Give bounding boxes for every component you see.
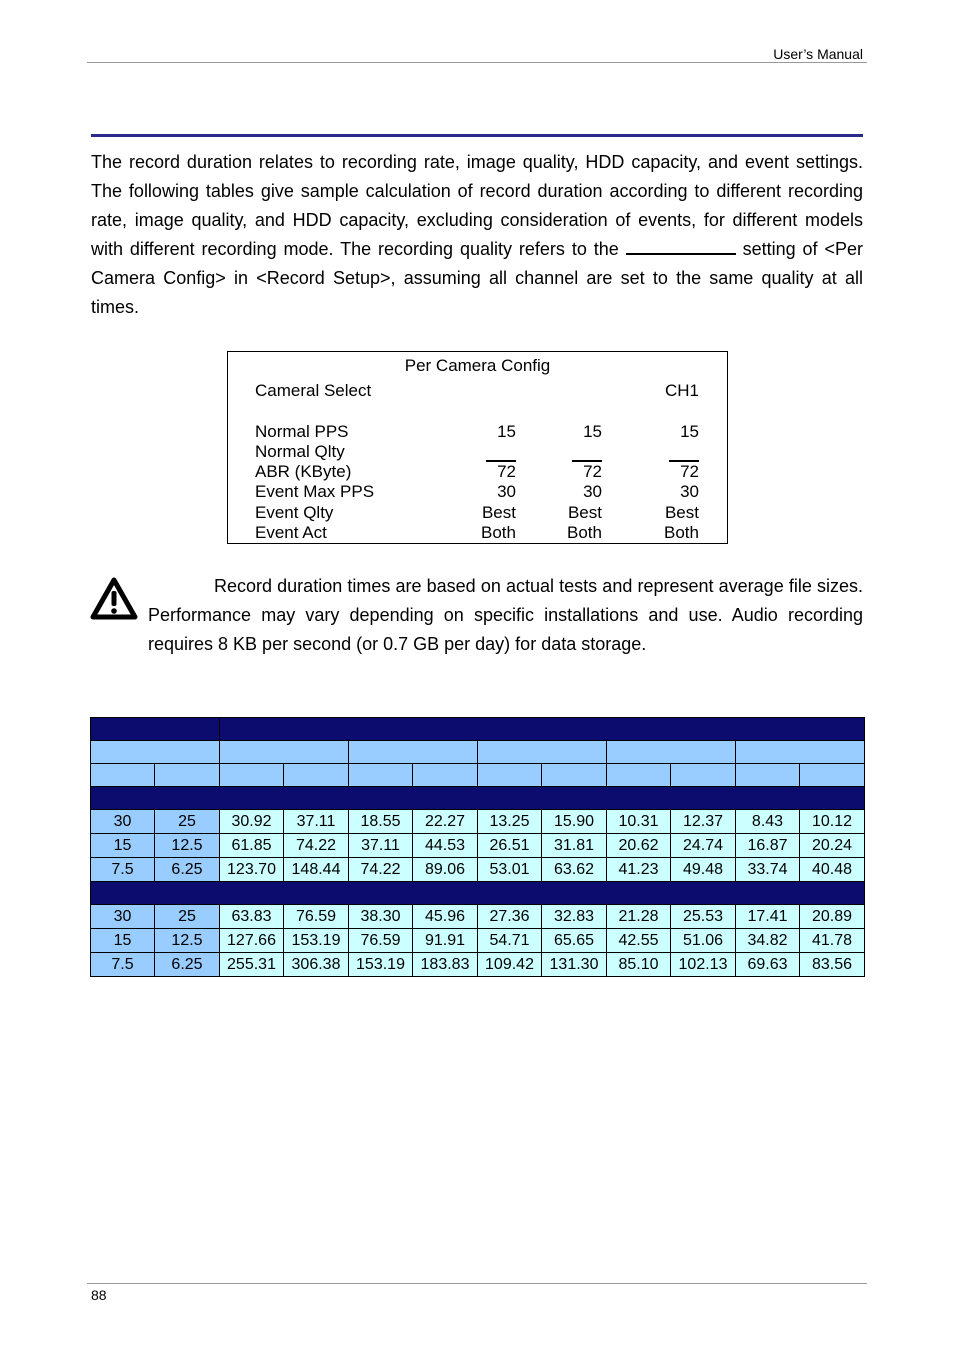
- row-value: Both: [567, 523, 602, 542]
- header-cell: [478, 764, 542, 787]
- table-cell: 10.31: [607, 810, 671, 834]
- row-value: 15: [497, 422, 516, 441]
- row-label: Event Max PPS: [255, 482, 375, 501]
- table-cell: 63.83: [220, 905, 284, 929]
- table-cell: 38.30: [349, 905, 413, 929]
- page-number: 88: [91, 1287, 107, 1303]
- header-cell: [91, 764, 155, 787]
- table-cell: 24.74: [671, 834, 736, 858]
- table-cell: 51.06: [671, 929, 736, 953]
- title-cell: [220, 718, 865, 741]
- table-cell: 25.53: [671, 905, 736, 929]
- table-cell: 37.11: [349, 834, 413, 858]
- table-cell: 20.24: [800, 834, 865, 858]
- row-value: Best: [567, 503, 602, 522]
- row-value: Best: [664, 503, 699, 522]
- table-cell: 49.48: [671, 858, 736, 882]
- intro-paragraph: [91, 148, 863, 322]
- table-cell: 27.36: [478, 905, 542, 929]
- table-cell: 12.5: [155, 834, 220, 858]
- group-cell: [91, 882, 865, 905]
- intro-text-after: setting of <Per Camera Config> in <Record Setup>, assuming all channel are set to the same quality at all times.: [91, 239, 863, 317]
- table-cell: 74.22: [349, 858, 413, 882]
- header-cell: [542, 764, 607, 787]
- table-cell: 89.06: [413, 858, 478, 882]
- table-cell: 30: [91, 905, 155, 929]
- table-cell: 183.83: [413, 953, 478, 977]
- row-value: 30: [583, 482, 602, 501]
- table-cell: 33.74: [736, 858, 800, 882]
- row-label: Event Qlty: [255, 503, 334, 522]
- table-cell: 37.11: [284, 810, 349, 834]
- header-cell: [478, 741, 607, 764]
- per-camera-config-panel: [227, 351, 728, 544]
- row-label: Event Act: [255, 523, 327, 542]
- table-cell: 32.83: [542, 905, 607, 929]
- header-cell: [671, 764, 736, 787]
- table-cell: 153.19: [349, 953, 413, 977]
- table-cell: 127.66: [220, 929, 284, 953]
- table-cell: 61.85: [220, 834, 284, 858]
- table-cell: 148.44: [284, 858, 349, 882]
- table-row: [91, 834, 865, 858]
- header-cell: [413, 764, 478, 787]
- table-cell: 30: [91, 810, 155, 834]
- table-cell: 15.90: [542, 810, 607, 834]
- table-cell: 15: [91, 929, 155, 953]
- table-cell: 91.91: [413, 929, 478, 953]
- table-cell: 34.82: [736, 929, 800, 953]
- row-label: Normal Qlty: [255, 442, 345, 461]
- footer-divider: [87, 1283, 867, 1284]
- title-cell: [91, 718, 220, 741]
- table-cell: 18.55: [349, 810, 413, 834]
- header-cell: [349, 764, 413, 787]
- table-cell: 255.31: [220, 953, 284, 977]
- header-cell: [736, 741, 865, 764]
- row-value: Both: [664, 523, 699, 542]
- table-cell: 76.59: [284, 905, 349, 929]
- camera-select-value: CH1: [664, 381, 699, 400]
- table-cell: 30.92: [220, 810, 284, 834]
- table-cell: 76.59: [349, 929, 413, 953]
- header-cell: [91, 741, 220, 764]
- row-value: 72: [680, 462, 699, 481]
- record-duration-table: [90, 717, 865, 977]
- header-divider: [87, 62, 867, 63]
- header-cell: [736, 764, 800, 787]
- table-cell: 109.42: [478, 953, 542, 977]
- table-cell: 26.51: [478, 834, 542, 858]
- table-cell: 12.5: [155, 929, 220, 953]
- intro-text-before: The record duration relates to recording rate, image quality, HDD capacity, and event settings. The following tables give sample calculation of record duration according to different recording rate, image quality, and HDD capacity, excluding consideration of events, for different models with different recording mode. The recording quality refers to the: [91, 152, 863, 259]
- table-cell: 83.56: [800, 953, 865, 977]
- header-cell: [607, 764, 671, 787]
- header-cell: [349, 741, 478, 764]
- header-cell: [284, 764, 349, 787]
- table-cell: 21.28: [607, 905, 671, 929]
- header-cell: [155, 764, 220, 787]
- row-value: 30: [680, 482, 699, 501]
- camera-select-label: Cameral Select: [255, 381, 372, 400]
- table-cell: 6.25: [155, 953, 220, 977]
- table-cell: 10.12: [800, 810, 865, 834]
- table-cell: 40.48: [800, 858, 865, 882]
- row-value: 72: [497, 462, 516, 481]
- header-cell: [220, 764, 284, 787]
- table-cell: 20.89: [800, 905, 865, 929]
- table-cell: 20.62: [607, 834, 671, 858]
- table-cell: 41.23: [607, 858, 671, 882]
- note-paragraph: Record duration times are based on actual tests and represent average file sizes. Performance may vary depending on specific installations and use. Audio recording requires 8 KB per second (or 0.7 GB per day) for data storage.: [148, 576, 863, 654]
- table-cell: 42.55: [607, 929, 671, 953]
- table-cell: 41.78: [800, 929, 865, 953]
- table-cell: 6.25: [155, 858, 220, 882]
- table-cell: 153.19: [284, 929, 349, 953]
- table-cell: 7.5: [91, 953, 155, 977]
- header-cell: [800, 764, 865, 787]
- table-cell: 17.41: [736, 905, 800, 929]
- table-cell: 12.37: [671, 810, 736, 834]
- table-row: [91, 810, 865, 834]
- table-cell: 45.96: [413, 905, 478, 929]
- table-header-row: [91, 741, 865, 764]
- table-cell: 15: [91, 834, 155, 858]
- table-cell: 85.10: [607, 953, 671, 977]
- row-label: Normal PPS: [255, 422, 349, 441]
- table-row: [91, 953, 865, 977]
- blank-underline: [626, 237, 736, 255]
- panel-title: Per Camera Config: [404, 356, 551, 375]
- table-cell: 7.5: [91, 858, 155, 882]
- table-cell: 25: [155, 810, 220, 834]
- table-cell: 44.53: [413, 834, 478, 858]
- table-cell: 69.63: [736, 953, 800, 977]
- group-row: [91, 787, 865, 810]
- table-cell: 74.22: [284, 834, 349, 858]
- group-row: [91, 882, 865, 905]
- table-cell: 13.25: [478, 810, 542, 834]
- table-row: [91, 858, 865, 882]
- manual-header-title: User’s Manual: [773, 46, 863, 62]
- row-value: Both: [481, 523, 516, 542]
- table-cell: 63.62: [542, 858, 607, 882]
- table-row: [91, 905, 865, 929]
- table-cell: 8.43: [736, 810, 800, 834]
- table-cell: 16.87: [736, 834, 800, 858]
- row-value: 30: [497, 482, 516, 501]
- table-cell: 31.81: [542, 834, 607, 858]
- row-value: 15: [680, 422, 699, 441]
- table-cell: 306.38: [284, 953, 349, 977]
- table-cell: 65.65: [542, 929, 607, 953]
- table-cell: 25: [155, 905, 220, 929]
- warning-icon: [89, 576, 139, 622]
- row-value: 15: [583, 422, 602, 441]
- group-cell: [91, 787, 865, 810]
- table-cell: 54.71: [478, 929, 542, 953]
- section-divider: [91, 134, 863, 137]
- row-value: Best: [481, 503, 516, 522]
- table-cell: 22.27: [413, 810, 478, 834]
- table-row: [91, 929, 865, 953]
- row-label: ABR (KByte): [255, 462, 352, 481]
- table-cell: 102.13: [671, 953, 736, 977]
- header-cell: [607, 741, 736, 764]
- table-cell: 53.01: [478, 858, 542, 882]
- table-cell: 123.70: [220, 858, 284, 882]
- table-title-row: [91, 718, 865, 741]
- row-value: 72: [583, 462, 602, 481]
- table-cell: 131.30: [542, 953, 607, 977]
- header-cell: [220, 741, 349, 764]
